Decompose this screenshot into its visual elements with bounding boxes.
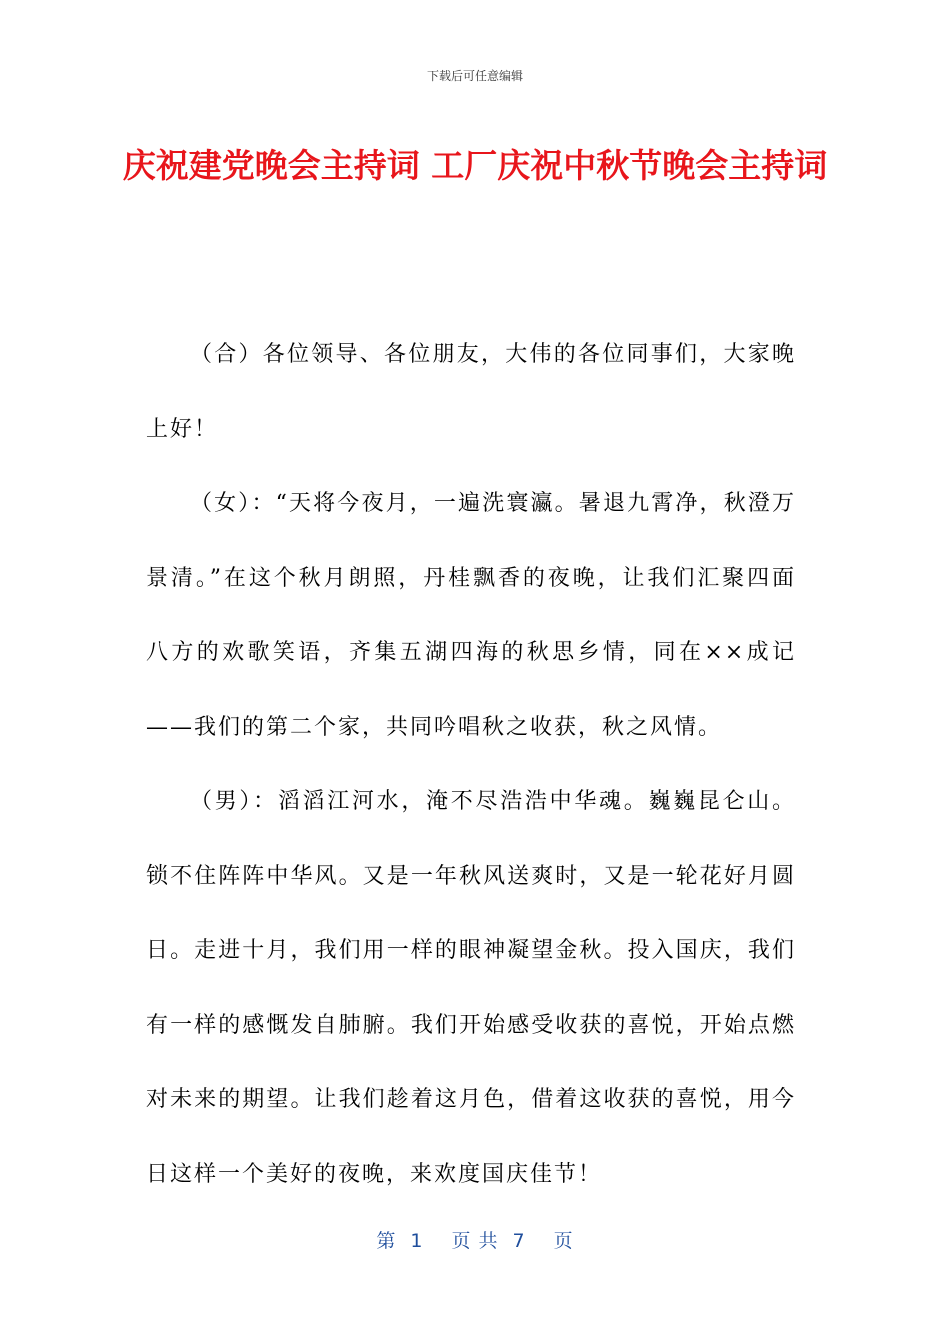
footer-total-pages: 7 — [512, 1230, 526, 1252]
page-footer — [0, 1226, 950, 1253]
footer-middle: 页 共 — [451, 1230, 499, 1252]
paragraph-male-host: （男）：滔滔江河水，淹不尽浩浩中华魂。巍巍昆仑山。锁不住阵阵中华风。又是一年秋风送爽时，又是一轮花好月圆日。走进十月，我们用一样的眼神凝望金秋。投入国庆，我们有一样的感慨发自肺腑。我们开始感受收获的喜悦，开始点燃对未来的期望。让我们趁着这月色，借着这收获的喜悦，用今日这样一个美好的夜晚，来欢度国庆佳节！ — [146, 789, 796, 1187]
paragraph-greeting: （合）各位领导、各位朋友，大伟的各位同事们，大家晚上好！ — [146, 342, 796, 442]
footer-suffix: 页 — [553, 1230, 574, 1252]
footer-prefix: 第 — [376, 1230, 397, 1252]
header-note: 下载后可任意编辑 — [426, 69, 523, 83]
document-body — [146, 318, 796, 1212]
paragraph-female-host: （女）：“天将今夜月，一遍洗寰瀛。暑退九霄净，秋澄万景清。”在这个秋月朗照，丹桂飘香的夜晚，让我们汇聚四面八方的欢歌笑语，齐集五湖四海的秋思乡情，同在××成记——我们的第二个家，共同吟唱秋之收获，秋之风情。 — [146, 491, 796, 740]
document-title: 庆祝建党晚会主持词 工厂庆祝中秋节晚会主持词 — [122, 146, 828, 185]
footer-current-page: 1 — [410, 1230, 424, 1252]
